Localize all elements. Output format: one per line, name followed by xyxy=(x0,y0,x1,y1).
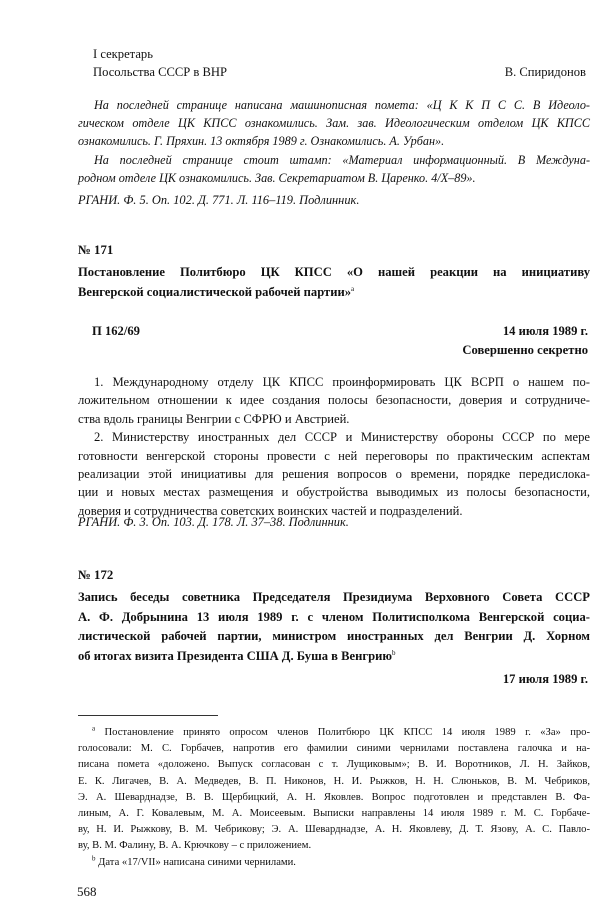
document-reference: П 162/69 xyxy=(92,324,140,338)
footnote-a-marker: a xyxy=(92,724,96,733)
footnote-line: $^b$ Дата «17/VII» написана синими чернилами. xyxy=(92,854,296,868)
note-line: На последней странице написана машинописная помета: «Ц К К П С С. В Идеоло- xyxy=(94,98,590,112)
archival-note-2 xyxy=(78,151,590,187)
source-citation-2: РГАНИ. Ф. 3. Оп. 103. Д. 178. Л. 37–38. Подлинник. xyxy=(78,515,349,529)
footnote-line: ву, Н. И. Рыжкову, В. М. Чебрикову; Э. А. Шеварднадзе, А. Н. Яковлеву, Д. Т. Язову, А. С. Павло- xyxy=(78,824,590,836)
body-line: ции и новых местах размещения и обустройства выводимых из полосы безопасности, xyxy=(78,485,590,500)
body-line: 1. Международному отделу ЦК КПСС проинформировать ЦК ВСРП о нашем по- xyxy=(94,375,590,389)
signature-embassy: Посольства СССР в ВНР xyxy=(93,65,228,79)
body-line: готовности венгерской стороны провести с ней переговоры по практическим аспектам xyxy=(78,448,590,463)
source-citation-1: РГАНИ. Ф. 5. Оп. 102. Д. 771. Л. 116–119. Подлинник. xyxy=(78,193,360,207)
footnote-line: Е. К. Лигачев, В. А. Медведев, В. П. Никонов, Н. И. Рыжков, Н. Н. Слюньков, В. М. Чебриков, xyxy=(78,775,590,787)
document-number-171: № 171 xyxy=(78,243,114,257)
page-number: 568 xyxy=(77,884,97,899)
document-title-172 xyxy=(78,588,590,666)
footnote-b xyxy=(78,855,590,871)
document-title-171 xyxy=(78,263,590,302)
title-line: об итогах визита Президента США Д. Буша в Венгрию$^b$ xyxy=(78,648,396,663)
footnote-line: линым, А. Г. Ковалевым, М. А. Моисеевым. Выписки направлены 14 июля 1989 г. М. С. Горбаче- xyxy=(78,808,590,820)
footnote-line: писана помета «доложено. Выпуск согласован с т. Лущиковым»; В. И. Воротников, Л. Н. Зайков, xyxy=(78,759,590,771)
note-line: ознакомились. Г. Пряхин. 13 октября 1989 г. Ознакомились. А. Урбан». xyxy=(78,134,445,149)
title-line: листической рабочей партии, министром иностранных дел Венгрии Д. Хорном xyxy=(78,629,590,643)
body-line: 2. Министерству иностранных дел СССР и Министерству обороны СССР по мере xyxy=(94,430,590,445)
document-date-171: 14 июля 1989 г. xyxy=(502,324,588,338)
signature-name: В. Спиридонов xyxy=(504,65,586,79)
title-line: Постановление Политбюро ЦК КПСС «О нашей реакции на инициативу xyxy=(78,265,590,279)
footnote-line: голосовали: М. С. Горбачев, напротив его фамилии синими чернилами поставлена галочка и на- xyxy=(78,743,590,755)
note-line: На последней странице стоит штамп: «Материал информационный. В Междуна- xyxy=(94,153,590,167)
title-line: А. Ф. Добрынина 13 июля 1989 г. с членом Политисполкома Венгерской социа- xyxy=(78,609,590,624)
archival-note-1 xyxy=(78,96,590,151)
body-line: доверия и сотрудничества советских воинских частей и подразделений. xyxy=(78,503,463,518)
body-line: реализации этой инициативы для решения вопросов о времени, порядке передислока- xyxy=(78,467,590,482)
footnote-marker-a: a xyxy=(351,284,355,293)
title-line: Венгерской социалистической рабочей партии»$^a$ xyxy=(78,284,355,299)
document-date-172: 17 июля 1989 г. xyxy=(502,672,588,686)
classification-label: Совершенно секретно xyxy=(462,343,588,357)
document-body-171 xyxy=(78,373,590,520)
footnote-marker-b: b xyxy=(391,648,396,657)
note-line: родном отделе ЦК ознакомились. Зав. Секретариатом В. Царенко. 4/X–89». xyxy=(78,171,476,186)
footnote-b-marker: b xyxy=(92,854,96,863)
document-number-172: № 172 xyxy=(78,568,114,582)
body-line: ложительном отношении к идее создания полосы безопасности, доверия и сотрудниче- xyxy=(78,393,590,408)
note-line: гическом отделе ЦК КПСС ознакомились. Зам. зав. Идеологическим отделом ЦК КПСС xyxy=(78,116,590,131)
signature-title: I секретарь xyxy=(93,47,153,61)
footnote-separator xyxy=(78,715,218,716)
footnote-line: Э. А. Шеварднадзе, В. В. Щербицкий, А. Н. Яковлев. Вопрос подготовлен и представлен В. Фа- xyxy=(78,791,590,803)
footnote-line: ву, В. М. Фалину, В. А. Крючкову – с приложением. xyxy=(78,840,312,852)
footnote-line: $^a$ Постановление принято опросом членов Политбюро ЦК КПСС 14 июля 1989 г. «За» про- xyxy=(92,724,590,738)
footnote-a xyxy=(78,725,590,855)
body-line: ства вдоль границы Венгрии с СФРЮ и Австрией. xyxy=(78,411,350,426)
title-line: Запись беседы советника Председателя Президиума Верховного Совета СССР xyxy=(78,590,590,604)
